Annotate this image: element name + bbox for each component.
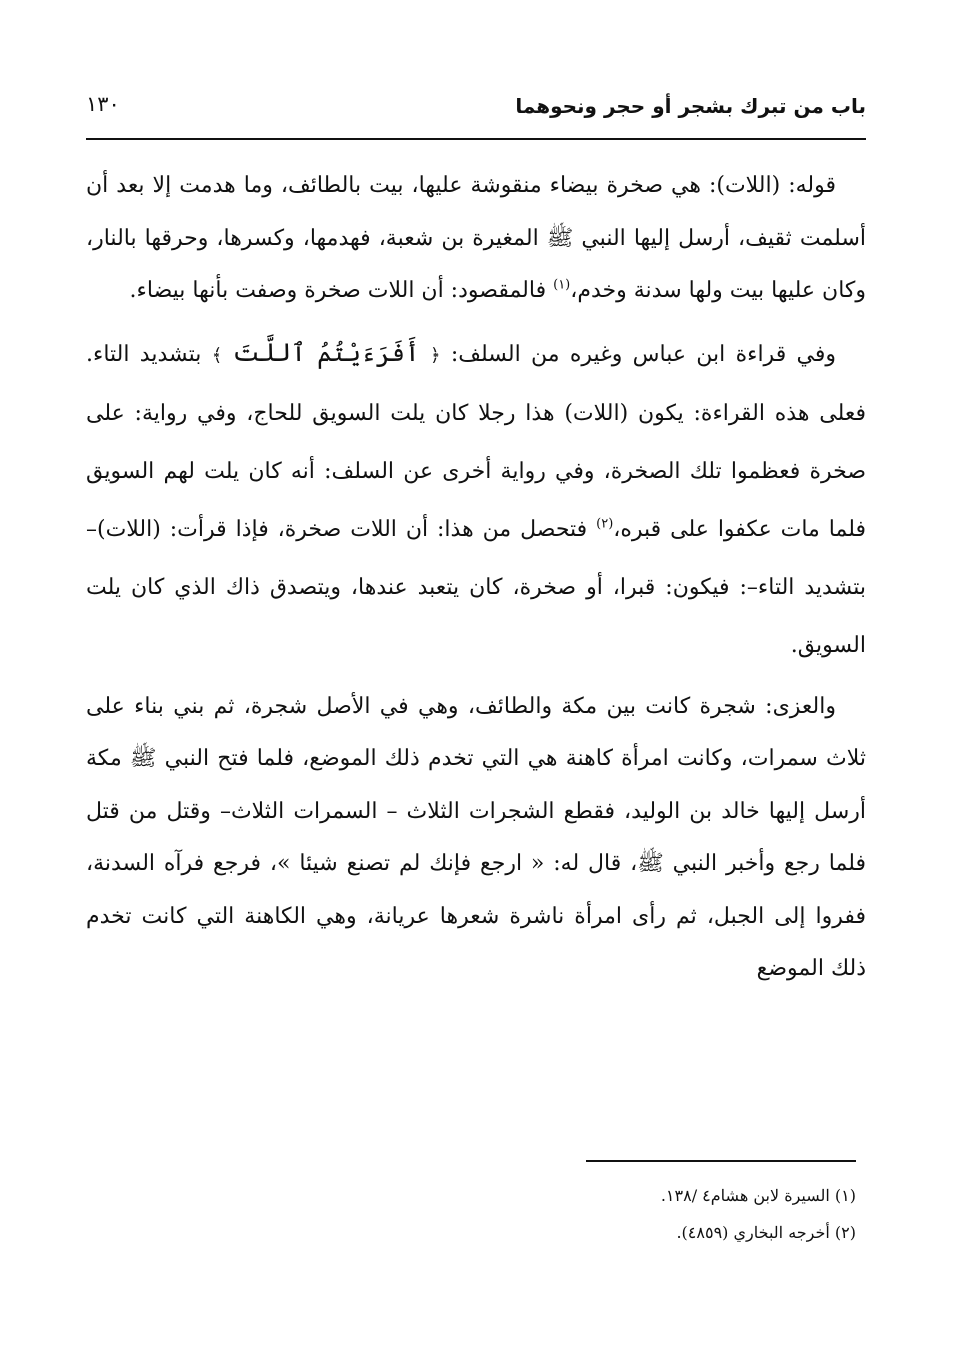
page-header — [86, 88, 866, 128]
paragraph-reading-text-b: فتحصل من هذا: أن اللات صخرة، فإذا قرأت: (اللات)– بتشديد التاء–: فيكون: قبرا، أو صخرة، كان يتعبد عندها، ويتصدق ذاك الذي كان يلت السويق. — [86, 516, 866, 658]
footnotes — [86, 1177, 856, 1251]
paragraph-lat — [86, 160, 866, 318]
paragraph-uzza — [86, 681, 866, 996]
quran-bracket-close: ﴾ — [211, 344, 223, 366]
footnote-rule — [586, 1160, 856, 1162]
running-title: باب من تبرك بشجر أو حجر ونحوهما — [515, 94, 866, 118]
footnote-ref-2: (٢) — [596, 516, 614, 532]
paragraph-lat-text: قوله: (اللات): هي صخرة بيضاء منقوشة عليها، بيت بالطائف، وما هدمت إلا بعد أن أسلمت ثقيف، أرسل إليها النبي ﷺ المغيرة بن شعبة، فهدمها، وكسرها، وحرقها بالنار، وكان عليها بيت ولها سدنة وخدم، — [86, 173, 866, 303]
quran-verse: أَفَرَءَيْتُمُ ٱللَّتَ — [232, 337, 420, 367]
main-text — [86, 160, 866, 1002]
paragraph-uzza-text: والعزى: شجرة كانت بين مكة والطائف، وهي في الأصل شجرة، ثم بني بناء على ثلاث سمرات، وكانت امرأة كاهنة هي التي تخدم ذلك الموضع، فلما فتح النبي ﷺ مكة أرسل إليها خالد بن الوليد، فقطع الشجرات الثلاث – السمرات الثلاث– وقتل من قتل فلما رجع وأخبر النبي ﷺ، قال له: « ارجع فإنك لم تصنع شيئا »، فرجع فرآه السدنة، ففروا إلى الجبل، ثم رأى امرأة ناشرة شعرها عريانة، وهي الكاهنة التي كانت تخدم ذلك الموضع — [86, 693, 866, 981]
paragraph-reading — [86, 324, 866, 675]
paragraph-lat-tail: فالمقصود: أن اللات صخرة وصفت بأنها بيضاء. — [129, 278, 554, 303]
footnote-2: (٢) أخرجه البخاري (٤٨٥٩). — [676, 1223, 856, 1242]
paragraph-reading-text-a: بتشديد التاء. فعلى هذه القراءة: يكون (اللات) هذا رجلا كان يلت السويق للحاج، وفي رواية: على صخرة فعظموا تلك الصخرة، وفي رواية أخرى عن السلف: أنه كان يلت لهم السويق فلما مات عكفوا على قبره، — [86, 341, 866, 542]
footnote-1: (١) السيرة لابن هشام٤ /١٣٨. — [660, 1186, 856, 1205]
page-number: ١٣٠ — [86, 92, 120, 116]
quran-bracket-open: ﴿ — [429, 344, 441, 366]
footnote-ref-1: (١) — [553, 277, 571, 293]
paragraph-reading-intro: وفي قراءة ابن عباس وغيره من السلف: — [440, 341, 836, 367]
header-rule — [86, 138, 866, 140]
